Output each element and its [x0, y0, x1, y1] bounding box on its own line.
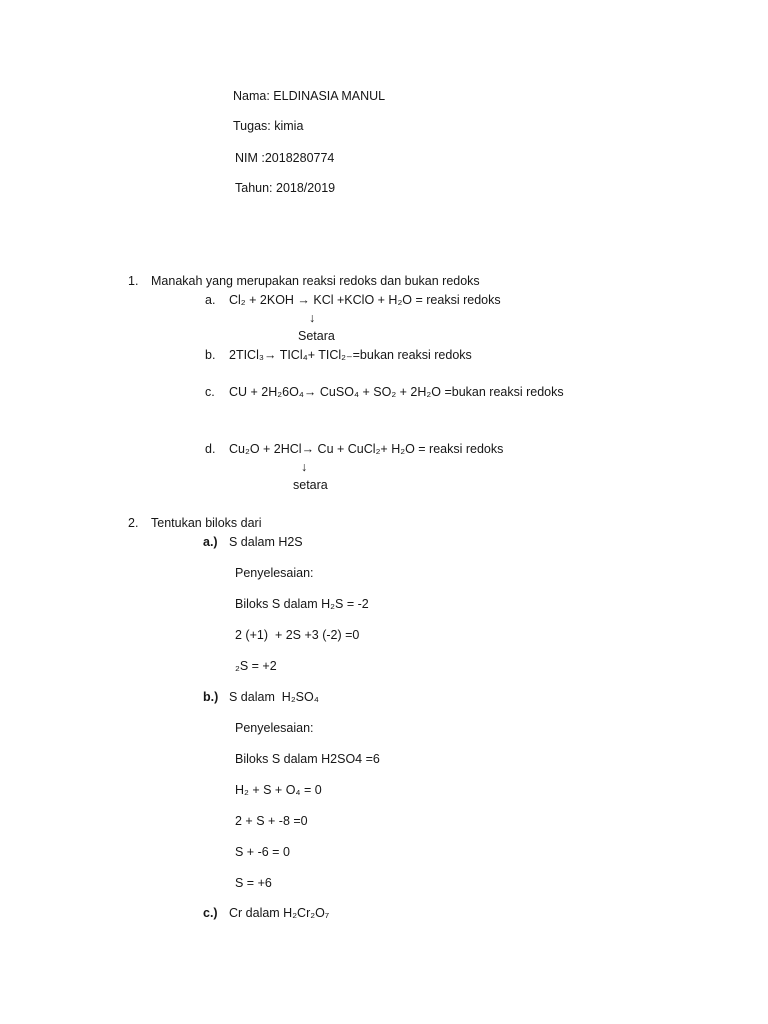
q2-part-a-text: S dalam H2S — [229, 535, 303, 549]
student-nim: NIM :2018280774 — [235, 151, 335, 165]
q2-part-b-text: S dalam H₂SO₄ — [229, 690, 319, 704]
q2-part-b-step: 2 + S + -8 =0 — [235, 814, 308, 828]
q1-item-c-label: c. — [205, 385, 215, 399]
q2-part-c-label: c.) — [203, 906, 218, 920]
q1-item-b-label: b. — [205, 348, 216, 362]
question-2-number: 2. — [128, 516, 139, 530]
down-arrow-icon: ↓ — [309, 311, 316, 325]
q2-part-b-heading: Penyelesaian: — [235, 721, 314, 735]
q1-item-a-label: a. — [205, 293, 216, 307]
q2-part-c-text: Cr dalam H₂Cr₂O₇ — [229, 906, 330, 920]
q1-item-b-equation: 2TICl₃→ TICl₄+ TICl₂₋=bukan reaksi redoks — [229, 348, 472, 362]
q2-part-b-label: b.) — [203, 690, 219, 704]
question-1-number: 1. — [128, 274, 139, 288]
q1-item-d-equation: Cu₂O + 2HCl→ Cu + CuCl₂+ H₂O = reaksi redoks — [229, 442, 504, 456]
student-name: Nama: ELDINASIA MANUL — [233, 89, 386, 103]
q1-item-a-equation: Cl₂ + 2KOH → KCl +KClO + H₂O = reaksi redoks — [229, 293, 501, 307]
task-subject: Tugas: kimia — [233, 119, 304, 133]
q2-part-b-step: Biloks S dalam H2SO4 =6 — [235, 752, 380, 766]
q1-item-d-label: d. — [205, 442, 216, 456]
question-1-text: Manakah yang merupakan reaksi redoks dan bukan redoks — [151, 274, 480, 288]
academic-year: Tahun: 2018/2019 — [235, 181, 336, 195]
down-arrow-icon: ↓ — [301, 460, 308, 474]
q2-part-a-step: Biloks S dalam H₂S = -2 — [235, 597, 369, 611]
q2-part-a-heading: Penyelesaian: — [235, 566, 314, 580]
q1-item-a-note: Setara — [298, 329, 335, 343]
q2-part-b-step: S + -6 = 0 — [235, 845, 290, 859]
q2-part-b-step: S = +6 — [235, 876, 272, 890]
q1-item-c-equation: CU + 2H₂6O₄→ CuSO₄ + SO₂ + 2H₂O =bukan reaksi redoks — [229, 385, 564, 399]
q2-part-a-step: ₂S = +2 — [235, 659, 277, 673]
q1-item-d-note: setara — [293, 478, 328, 492]
q2-part-a-label: a.) — [203, 535, 218, 549]
question-2-text: Tentukan biloks dari — [151, 516, 262, 530]
q2-part-a-step: 2 (+1) + 2S +3 (-2) =0 — [235, 628, 360, 642]
q2-part-b-step: H₂ + S + O₄ = 0 — [235, 783, 322, 797]
